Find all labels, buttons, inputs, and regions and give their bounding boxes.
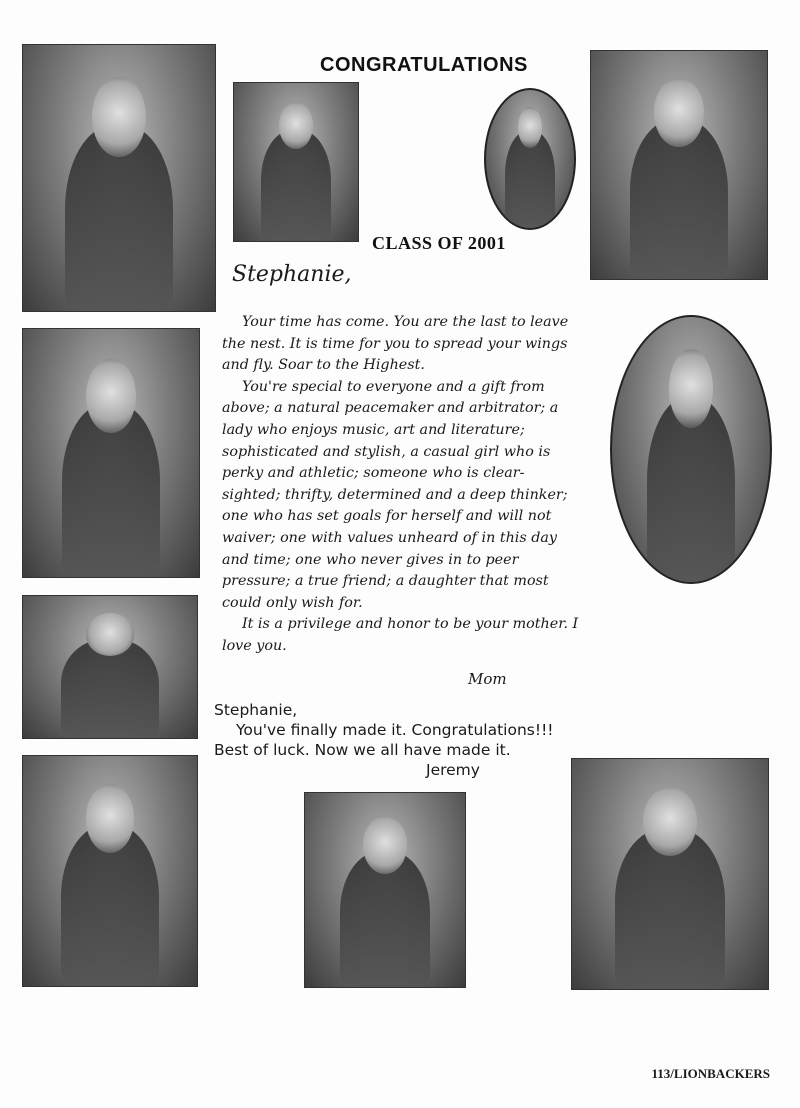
- photo-gymnast: [22, 44, 216, 312]
- photo-siblings-group: [233, 82, 359, 242]
- letter-paragraph: It is a privilege and honor to be your mother. I love you.: [222, 616, 579, 654]
- letter-salutation: Stephanie,: [232, 262, 352, 287]
- letter-paragraph: You're special to everyone and a gift from above; a natural peacemaker and arbitrator; a lady who enjoys music, art and literature; sophisticated and stylish, a casual girl who is perky and athletic; someone who is clear-sighted; thrifty, determined and a deep thinker; one who has set goals for herself and will not waiver; one with values unheard of in this day and time; one who never gives in to peer pressure; a true friend; a daughter that most could only wish for.: [222, 378, 568, 611]
- brother-note: [214, 700, 594, 780]
- note-line: Best of luck. Now we all have made it.: [214, 741, 511, 759]
- letter-signature: Mom: [468, 670, 507, 688]
- photo-graduation-portrait: [304, 792, 466, 988]
- photo-oval-striped-shirt: [484, 88, 576, 230]
- note-line: You've finally made it. Congratulations!!!: [236, 721, 554, 739]
- note-signature: Jeremy: [426, 761, 480, 779]
- photo-cheerleader: [22, 328, 200, 578]
- letter-body: [222, 312, 582, 658]
- photo-baby: [571, 758, 769, 990]
- class-year-title: CLASS OF 2001: [372, 233, 506, 253]
- note-salutation: Stephanie,: [214, 701, 298, 719]
- photo-oval-senior-portrait: [610, 315, 772, 584]
- photo-athlete-sitting: [22, 595, 198, 739]
- photo-girl-curly-hair: [22, 755, 198, 987]
- page-number-footer: 113/LIONBACKERS: [651, 1066, 770, 1081]
- page-title: CONGRATULATIONS: [320, 54, 528, 76]
- letter-paragraph: Your time has come. You are the last to leave the nest. It is time for you to spread your wings and fly. Soar to the Highest.: [222, 314, 569, 374]
- photo-formal-gown: [590, 50, 768, 280]
